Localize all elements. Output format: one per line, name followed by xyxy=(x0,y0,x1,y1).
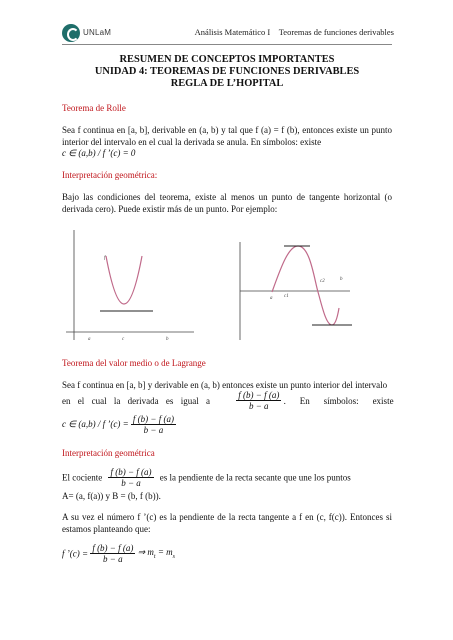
formula-numerator: f (b) − f (a) xyxy=(132,414,174,424)
cociente-fraction xyxy=(108,467,153,488)
lagrange-line2-pre: en el cual la derivada es igual a xyxy=(62,395,210,406)
cociente-pre: El cociente xyxy=(62,472,103,483)
label-b: b xyxy=(340,277,343,282)
final-lhs: f ’(c) = xyxy=(62,548,89,559)
lagrange-line2-post: . En símbolos: existe xyxy=(283,395,394,406)
sub-t: t xyxy=(153,553,156,560)
sub-s: s xyxy=(172,553,176,560)
title-line-1: RESUMEN DE CONCEPTOS IMPORTANTES xyxy=(119,54,335,65)
rolle-parabola-graph xyxy=(62,222,197,347)
final-numerator: f (b) − f (a) xyxy=(92,543,134,553)
rolle-geo-text: Bajo las condiciones del teorema, existe al menos un punto de tangente horizontal (o derivada cero). Puede existir más de un punto. Por ejemplo: xyxy=(62,192,392,214)
label-c1: c1 xyxy=(284,294,289,299)
cociente-denominator: b − a xyxy=(121,478,141,488)
header-divider xyxy=(62,44,392,45)
tangent-paragraph: A su vez el número f ’(c) es la pendiente de la recta tangente a f en (c, f(c)). Entonces si estamos planteando que: xyxy=(62,512,392,534)
rolle-formula: c ∈ (a,b) / f ’(c) = 0 xyxy=(62,148,136,158)
tick-a: a xyxy=(88,337,91,342)
header-text xyxy=(195,27,394,37)
points-line: A= (a, f(a)) y B = (b, f (b)). xyxy=(62,491,161,501)
fraction-numerator: f (b) − f (a) xyxy=(238,390,280,400)
unlam-logo xyxy=(62,24,118,44)
label-a: a xyxy=(270,296,273,301)
final-formula xyxy=(62,543,392,564)
logo-mark-icon xyxy=(62,24,80,42)
parabola-curve xyxy=(106,256,142,304)
document-title xyxy=(62,54,392,90)
title-line-2: UNIDAD 4: TEOREMAS DE FUNCIONES DERIVABLES xyxy=(94,66,360,77)
formula-fraction xyxy=(131,414,176,435)
lagrange-heading: Teorema del valor medio o de Lagrange xyxy=(62,358,206,368)
formula-lhs: c ∈ (a,b) / f ’(c) = xyxy=(62,419,129,429)
tick-b: b xyxy=(166,337,169,342)
fraction-denominator: b − a xyxy=(248,401,269,411)
rolle-heading: Teorema de Rolle xyxy=(62,103,126,113)
final-ms: = m xyxy=(155,547,173,558)
lagrange-formula xyxy=(62,414,392,435)
rolle-geo-heading: Interpretación geométrica: xyxy=(62,170,158,180)
curve-label: f xyxy=(104,256,106,261)
lagrange-statement-line2 xyxy=(62,390,392,411)
rolle-statement: Sea f continua en [a, b], derivable en (a, b) y tal que f (a) = f (b), entonces existe un punto interior del intervalo en el cual la derivada se anula. En símbolos: existe xyxy=(62,125,392,147)
lagrange-slope-fraction xyxy=(236,390,281,411)
formula-denominator: b − a xyxy=(143,425,164,435)
tick-c: c xyxy=(122,337,125,342)
rolle-sine-graph xyxy=(228,242,353,342)
final-implication xyxy=(137,547,176,560)
final-mt: ⇒ m xyxy=(137,547,154,558)
header-course: Análisis Matemático I xyxy=(194,27,271,37)
final-denominator: b − a xyxy=(103,554,123,564)
sine-curve xyxy=(272,246,339,325)
logo-text: UNLaM xyxy=(83,28,112,37)
final-fraction xyxy=(90,543,135,564)
title-line-3: REGLA DE L’HOPITAL xyxy=(170,78,284,89)
cociente-post: es la pendiente de la recta secante que une los puntos xyxy=(159,472,351,483)
lagrange-statement-line1: Sea f continua en [a, b] y derivable en (a, b) entonces existe un punto interior del intervalo xyxy=(62,380,388,390)
cociente-numerator: f (b) − f (a) xyxy=(110,467,152,477)
lagrange-geo-heading: Interpretación geométrica xyxy=(62,448,155,458)
cociente-line xyxy=(62,467,392,488)
header-topic: Teoremas de funciones derivables xyxy=(278,27,394,37)
label-c2: c2 xyxy=(320,279,325,284)
